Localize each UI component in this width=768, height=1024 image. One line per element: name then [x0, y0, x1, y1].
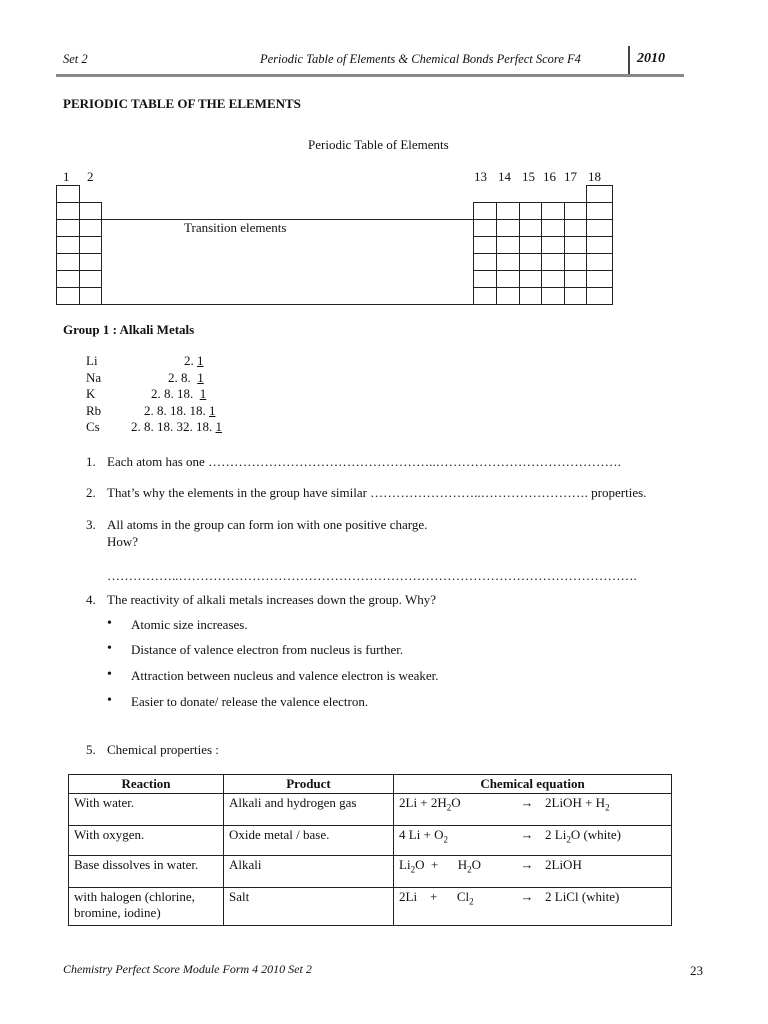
question-1-number: 1. [86, 454, 96, 469]
table-row [69, 888, 672, 926]
header-year: 2010 [637, 51, 665, 66]
periodic-table-cell [79, 287, 102, 305]
periodic-table-caption: Periodic Table of Elements [308, 137, 449, 152]
equation-cell: 2Li + $Cl_2$ → 2 LiCl (white) [394, 888, 672, 926]
periodic-table-cell [519, 219, 542, 237]
element-symbol-rb: Rb [86, 403, 102, 418]
question-4-text: The reactivity of alkali metals increases down the group. Why? [107, 592, 436, 607]
element-symbol-li: Li [86, 353, 98, 368]
reaction-cell: With oxygen. [69, 826, 224, 856]
periodic-table-cell [519, 236, 542, 254]
element-symbol-cs: Cs [86, 419, 100, 434]
periodic-table-cell [496, 219, 520, 237]
periodic-table-cell [473, 202, 497, 220]
reason-bullet: • Attraction between nucleus and valence electron is weaker. [131, 668, 439, 684]
periodic-table-cell [496, 287, 520, 305]
periodic-table-cell [519, 270, 542, 288]
table-row [69, 856, 672, 888]
periodic-table-cell [56, 287, 80, 305]
table-row [69, 794, 672, 826]
periodic-table-cell [541, 270, 565, 288]
periodic-table-cell [541, 253, 565, 271]
product-cell: Alkali and hydrogen gas [224, 794, 394, 826]
periodic-table-cell [541, 202, 565, 220]
periodic-table-cell [56, 219, 80, 237]
periodic-table-cell [79, 253, 102, 271]
product-cell: Alkali [224, 856, 394, 888]
question-2-text: That’s why the elements in the group have similar ……………………..……………………. properties. [107, 485, 647, 500]
reason-bullet: • Easier to donate/ release the valence electron. [131, 694, 368, 710]
table-header-row [69, 775, 672, 794]
group1-heading: Group 1 : Alkali Metals [63, 322, 195, 337]
reaction-cell: with halogen (chlorine, bromine, iodine) [69, 888, 224, 926]
question-3-number: 3. [86, 517, 96, 532]
group-label-1: 1 [63, 169, 70, 184]
periodic-table-cell [496, 236, 520, 254]
reaction-cell: With water. [69, 794, 224, 826]
periodic-table-cell [564, 219, 587, 237]
group-label-18: 18 [588, 169, 601, 184]
question-5-number: 5. [86, 742, 96, 757]
footer-text: Chemistry Perfect Score Module Form 4 2010 Set 2 [63, 962, 312, 976]
periodic-table-cell [56, 253, 80, 271]
element-config-k: 2. 8. 18. 1 [151, 386, 207, 401]
periodic-table-cell [586, 253, 613, 271]
transition-elements-label: Transition elements [184, 220, 287, 235]
question-1-text: Each atom has one ……………………………………………..……………………………………. [107, 454, 621, 469]
element-config-na: 2. 8. 1 [168, 370, 204, 385]
product-cell: Salt [224, 888, 394, 926]
equation-cell: $2Li + 2H_2O$ → 2LiOH + $H_2$ [394, 794, 672, 826]
element-symbol-k: K [86, 386, 96, 401]
periodic-table-cell [586, 236, 613, 254]
table-row [69, 826, 672, 856]
group-label-2: 2 [87, 169, 94, 184]
page-title: PERIODIC TABLE OF THE ELEMENTS [63, 96, 301, 111]
header-set: Set 2 [63, 52, 88, 66]
question-3-answer-blank: ……………..……………………………………………………………………………………………. [107, 568, 637, 583]
periodic-table-cell [586, 185, 613, 203]
question-2-number: 2. [86, 485, 96, 500]
periodic-table-cell [586, 219, 613, 237]
header-rule [56, 74, 684, 77]
periodic-table-cell [473, 253, 497, 271]
reason-bullet: • Atomic size increases. [131, 617, 248, 633]
periodic-table-cell [473, 287, 497, 305]
periodic-table-cell [519, 202, 542, 220]
group-label-17: 17 [564, 169, 577, 184]
periodic-table-cell [564, 253, 587, 271]
element-config-cs: 2. 8. 18. 32. 18. 1 [131, 419, 222, 434]
column-header-product: Product [224, 775, 394, 794]
periodic-table-cell [79, 202, 102, 220]
periodic-table-cell [564, 202, 587, 220]
periodic-table-cell [56, 236, 80, 254]
group-label-13: 13 [474, 169, 487, 184]
column-header-equation: Chemical equation [394, 775, 672, 794]
periodic-table-cell [496, 270, 520, 288]
periodic-table-cell [541, 287, 565, 305]
periodic-table-cell [586, 202, 613, 220]
group-label-14: 14 [498, 169, 511, 184]
page-number: 23 [690, 963, 703, 978]
equation-cell: 4 $Li + O_2$ → 2 $Li_2O$ (white) [394, 826, 672, 856]
equation-cell: $Li_2O$ + $H_2O$ → 2LiOH [394, 856, 672, 888]
reason-bullet: • Distance of valence electron from nucleus is further. [131, 642, 403, 658]
column-header-reaction: Reaction [69, 775, 224, 794]
element-config-li: 2. 1 [184, 353, 204, 368]
periodic-table-cell [564, 270, 587, 288]
header-title: Periodic Table of Elements & Chemical Bonds Perfect Score F4 [260, 52, 581, 66]
chemical-properties-table [68, 774, 672, 926]
element-symbol-na: Na [86, 370, 102, 385]
periodic-table-cell [79, 219, 102, 237]
periodic-table-cell [496, 202, 520, 220]
periodic-table-cell [496, 253, 520, 271]
periodic-table-cell [56, 202, 80, 220]
periodic-table-cell [473, 219, 497, 237]
periodic-table-cell [56, 270, 80, 288]
periodic-table-cell [79, 236, 102, 254]
question-3-sub: How? [107, 534, 139, 549]
periodic-table-cell [473, 270, 497, 288]
header-divider [628, 46, 630, 76]
periodic-table-cell [519, 287, 542, 305]
periodic-table-cell [541, 219, 565, 237]
periodic-table-cell [79, 270, 102, 288]
periodic-table-cell [473, 236, 497, 254]
transition-elements-box [101, 219, 474, 305]
question-5-text: Chemical properties : [107, 742, 219, 757]
question-4-number: 4. [86, 592, 96, 607]
periodic-table-cell [541, 236, 565, 254]
periodic-table-cell [56, 185, 80, 203]
product-cell: Oxide metal / base. [224, 826, 394, 856]
question-3-text: All atoms in the group can form ion with one positive charge. [107, 517, 428, 532]
element-config-rb: 2. 8. 18. 18. 1 [144, 403, 216, 418]
reaction-cell: Base dissolves in water. [69, 856, 224, 888]
periodic-table-cell [519, 253, 542, 271]
periodic-table-cell [564, 236, 587, 254]
periodic-table-cell [564, 287, 587, 305]
group-label-16: 16 [543, 169, 556, 184]
periodic-table-cell [586, 270, 613, 288]
group-label-15: 15 [522, 169, 535, 184]
periodic-table-cell [586, 287, 613, 305]
